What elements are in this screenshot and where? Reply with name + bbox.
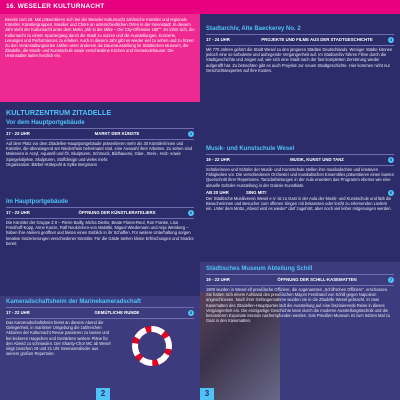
divider <box>206 45 394 46</box>
divider <box>6 218 194 219</box>
event-number-badge: 5 <box>389 156 393 162</box>
divider <box>206 34 394 35</box>
page-number: 3 <box>200 388 214 400</box>
event-name: GEMÜTLICHE RUNDE <box>94 310 140 315</box>
event-description: Auf dem Platz vor dem Zitadellen-Hauptportgebäude präsentieren mehr als 30 Künstler/innen und Künstler, die überwiegend am Niederrhein beheimatet sind, eine Auswahl ihrer Arbeiten. Zu sehen sind Malereien in Acryl, Aquarell und Öl, Skulpturen, Schmuck, Bildhauerei, Glas-, Stein-, Holz- sowie Spiegelobjekte, Skulpturen, Stoffdesign und vieles mehr. <box>6 141 193 162</box>
event-number-badge: 1 <box>189 130 193 136</box>
event-name: ÖFFNUNG DER KÜNSTLERATELIERS <box>78 210 156 215</box>
divider <box>206 274 394 275</box>
event-description: Der Städtische Musikverein Wesel e.V. ist zu Gast in der Aula der Musik- und Kunstschule und lädt die Besucherinnen und Besucher zum offenen Singen mit bekannten oder leicht zu erlernenden Liedern ein. Unter dem Motto „Abend wird es wieder“ darf zugehört, aber noch viel lieber mitgesungen werden. <box>206 195 392 212</box>
section-subtitle: Vor dem Hauptportgebäude <box>6 120 85 126</box>
event-time: 17 - 23 UHR <box>6 131 30 136</box>
event-row <box>200 277 400 283</box>
event-row <box>0 210 200 216</box>
event-organisation: Organisation: Bärbel Hüttepohl & Sylke Bergmann <box>6 161 98 167</box>
lifebuoy-image <box>132 326 172 366</box>
page-number: 2 <box>96 388 110 400</box>
divider <box>6 207 194 208</box>
event-description: Das Kameradschaftsheim bietet an diesem Abend die Gelegenheit, in maritimer Umgebung die zahlreichen Aktionen der Kulturnacht Revue passieren zu lassen und bei leckeren Happchen und Getränken weitere Pläne für den Abend zu schmieden. Der Shanty-Chor MC ab Wesel singt zwischen 19 und 21 Uhr Seemannslieder aus seinem großen Repertoire. <box>6 320 111 357</box>
section-subtitle: Städtisches Museum Abteilung Schill <box>206 266 313 272</box>
divider <box>206 154 394 155</box>
event-row <box>0 310 200 316</box>
event-time: 19 - 22 UHR <box>206 157 230 162</box>
event-row <box>200 37 400 43</box>
event-time: 17 - 23 UHR <box>6 210 30 215</box>
event-time: AB 20 UHR <box>206 190 229 196</box>
event-name: ÖFFNUNG DER SCHILL-KASEMATTEN <box>277 277 357 282</box>
event-description: Mit 770 Jahren gehört die Stadt Wesel zu den jüngeren Städten Deutschlands. Weniger Städte können jedoch eine so turbulente und aufregende Vergangenheit auf. Im Stadtarchiv führen Filme durch die Stadtgeschichte und zeigen auf, wie sich eine Stadt nach der fast kompletten Zerstörung wieder aufgerafft hat. Zu betrachten gibt es auch Projekte zur neuen Stadtgeschichte. Hier kommen nicht nur Geschichtsexperten auf ihre Kosten. <box>206 47 393 73</box>
event-time: 17 - 22 UHR <box>6 310 30 315</box>
event-number-badge: 3 <box>189 309 193 315</box>
event-name: MARKT DER KÜNSTE <box>94 131 140 136</box>
event-number-badge: 7 <box>389 276 393 282</box>
divider <box>6 139 194 140</box>
event-row <box>0 131 200 137</box>
divider <box>6 307 194 308</box>
right-page <box>200 0 400 400</box>
divider <box>6 128 194 129</box>
event-time: 19 - 23 UHR <box>206 277 230 282</box>
section-subtitle: Kameradschaftsheim der Marinekameradschaft <box>6 299 142 305</box>
event-name: PROJEKTE UND FILME AUS DER STADTGESCHICHTE <box>261 37 373 42</box>
event-name: MUSIK, KUNST UND TANZ <box>290 157 344 162</box>
section-subtitle: Stadtarchiv, Alte Baeckerey No. 2 <box>206 26 301 32</box>
section-subtitle: Musik- und Kunstschule Wesel <box>206 146 295 152</box>
section-subtitle: Im Hauptportgebäude <box>6 199 69 205</box>
divider <box>206 165 394 166</box>
divider <box>206 285 394 286</box>
section-title: KULTURZENTRUM ZITADELLE <box>6 108 112 117</box>
divider <box>6 318 194 319</box>
event-description: Schülerinnen und Schüler der Musik- und Kunstschule stellen ihre musikalischen und kreativen Fähigkeiten vor. Die verschiedenen Orchester und musikalischen Ensembles präsentieren einen bunten Querschnitt ihrer Repertoires. Tanzdarbietungen in der Aula erweitern das Programm ebenso wie eine aktuelle Schüler-Ausstellung in der Galerie Kunstkiste. <box>206 167 394 188</box>
event-name: SING MIT! <box>246 190 267 196</box>
page-header: 16. WESELER KULTURNACHT <box>0 0 200 14</box>
event-time: 17 - 24 UHR <box>206 37 230 42</box>
intro-text: Bereits zum 16. Mal präsentieren sich bei der Weseler Kulturnacht zahlreiche Künstler und regionale Künstler, Künstlergruppen, Musiker und Chöre an unterschiedlichen Orten in der Innenstadt. In diesem Jahr steht der Kulturnacht unter dem Motto „Wir in der Mitte – Die City-Offensive 180°“. Es lohnt sich, die Kulturnacht zu einem Spaziergang durch die Stadt zu nutzen und die Ausstellungen, Konzerte, Lesungen und Performances zu erleben. Auch in diesem Jahr gibt es wieder viel zu sehen und zu hören: Zu den Veranstaltungsorten zählen unter anderem die Dauerausstellung im Städtischen Museum, die Zitadelle, die Musik- und Kunstschule sowie verschiedene Kirchen und Gemeindehäuser. Die Veranstalter laden herzlich ein. <box>0 14 200 102</box>
event-description: 1809 wurden in Wesel elf preußische Offiziere, die sogenannten „Schill'schen Offiziere“, erschossen. Sie hatten sich einem Aufstand des preußischen Majors Ferdinand von Schill gegen Napoleon angeschlossen. Nach ihrer Gefangennahme wurden sie in die Zitadelle Wesel gebracht. In zwei Kasematten des Zitadellen-Hauptportes lädt die Ausstellung auf eine faszinierende Reise in dieses Vergangenheit ein. Die einzigartige Geschichte kann durch die moderne Ausstellungstechnik und die besonderen Exponate intensiv nachempfunden werden. Das Preußen-Museum ist zum letzten Mal zu Gast in den Kasematten. <box>206 287 391 324</box>
event-number-badge: 4 <box>389 36 393 42</box>
event-row <box>200 190 400 196</box>
section-band <box>200 262 400 400</box>
header-bar <box>200 0 400 14</box>
event-number-badge: 6 <box>389 189 393 195</box>
event-description: Die Künstler der Gruppe Z 8 – Pierre Bailly, Micha Dierks, Beate Flores-Reul, Ron Franke, Lisa Frenthoff-Kopp, Anne Kunze, Ralf Neukirchen-von Malottki, Miguel Wiedemann und Anja Weinberg – haben ihre Ateliers geöffnet und bieten einen Einblick in ihr Schaffen. Für weitere Unterhaltung sorgen kreative Inszenierungen verschiedener Künstler. Für die Gäste stehen kleine Erfrischungen und Snacks bereit. <box>6 220 194 246</box>
event-number-badge: 2 <box>189 209 193 215</box>
event-row <box>200 157 400 163</box>
